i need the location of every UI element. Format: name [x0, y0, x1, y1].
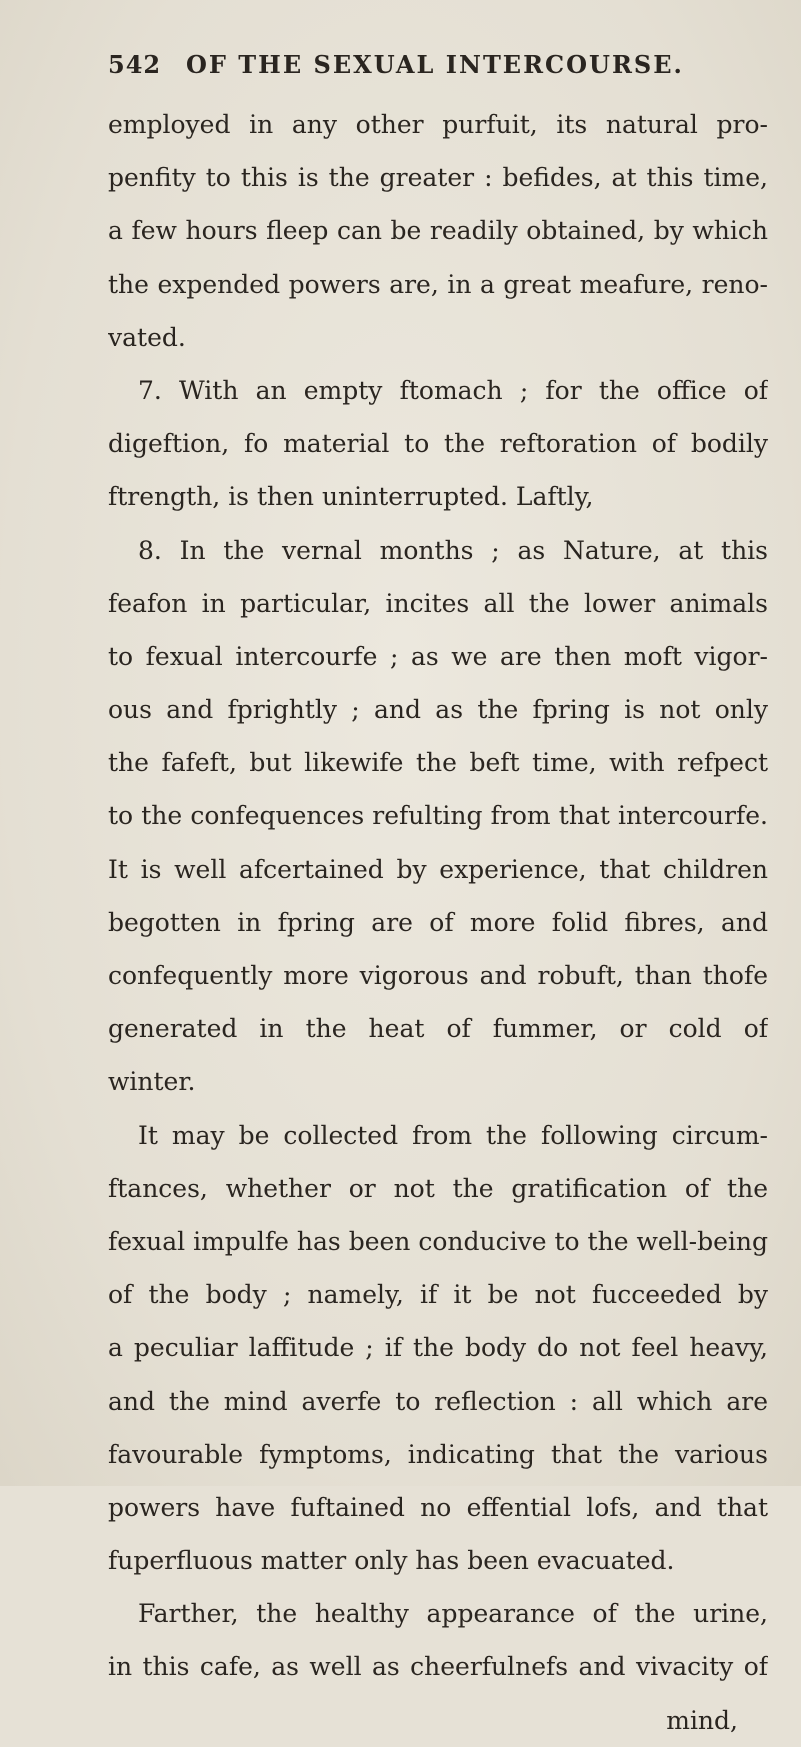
running-title: OF THE SEXUAL INTERCOURSE.	[186, 50, 684, 79]
text-line: Farther, the healthy appearance of the urine,	[138, 1599, 768, 1629]
body-text	[108, 98, 768, 1747]
text-line: digeftion, fo material to the reftoration of bodily	[108, 429, 768, 459]
text-line: favourable fymptoms, indicating that the various	[108, 1439, 768, 1469]
text-line: employed in any other purfuit, its natural pro-	[108, 110, 768, 139]
text-line: It may be collected from the following circum-	[138, 1120, 768, 1150]
text-line: winter.	[108, 1067, 196, 1097]
text-line: 8. In the vernal months ; as Nature, at this	[138, 535, 768, 565]
text-line: a few hours fleep can be readily obtained, by which	[108, 216, 768, 246]
running-head	[108, 50, 728, 90]
text-line: ftrength, is then uninterrupted. Laftly,	[108, 482, 594, 512]
text-line: the expended powers are, in a great meafure, reno-	[108, 269, 768, 299]
text-line: fuperfluous matter only has been evacuated.	[108, 1546, 675, 1576]
text-line: ftances, whether or not the gratification of the	[108, 1173, 768, 1203]
text-line: penfity to this is the greater : befides, at this time,	[108, 163, 768, 193]
text-line: feafon in particular, incites all the lower animals	[108, 588, 768, 618]
text-line: confequently more vigorous and robuft, than thofe	[108, 961, 768, 990]
text-line: vated.	[108, 322, 186, 352]
text-line: powers have fuftained no effential lofs, and that	[108, 1492, 768, 1522]
text-line: fexual impulfe has been conducive to the well-being	[108, 1226, 768, 1256]
text-line: It is well afcertained by experience, that children	[108, 854, 768, 884]
text-line: to the confequences refulting from that intercourfe.	[108, 801, 768, 831]
text-line: ous and fprightly ; and as the fpring is not only	[108, 695, 768, 725]
text-line: to fexual intercourfe ; as we are then moft vigor-	[108, 641, 768, 671]
text-line: in this cafe, as well as cheerfulnefs and vivacity of	[108, 1652, 768, 1682]
text-line: the fafeft, but likewife the beft time, with refpect	[108, 748, 768, 778]
text-line: of the body ; namely, if it be not fucceeded by	[108, 1280, 768, 1310]
text-line: begotten in fpring are of more folid fibres, and	[108, 907, 768, 937]
page-number: 542	[108, 50, 162, 79]
text-line: 7. With an empty ftomach ; for the office of	[138, 375, 768, 405]
catchword: mind,	[666, 1705, 738, 1735]
text-line: generated in the heat of fummer, or cold of	[108, 1014, 768, 1044]
text-line: a peculiar laffitude ; if the body do not feel heavy,	[108, 1333, 768, 1363]
text-line: and the mind averfe to reflection : all which are	[108, 1386, 768, 1416]
